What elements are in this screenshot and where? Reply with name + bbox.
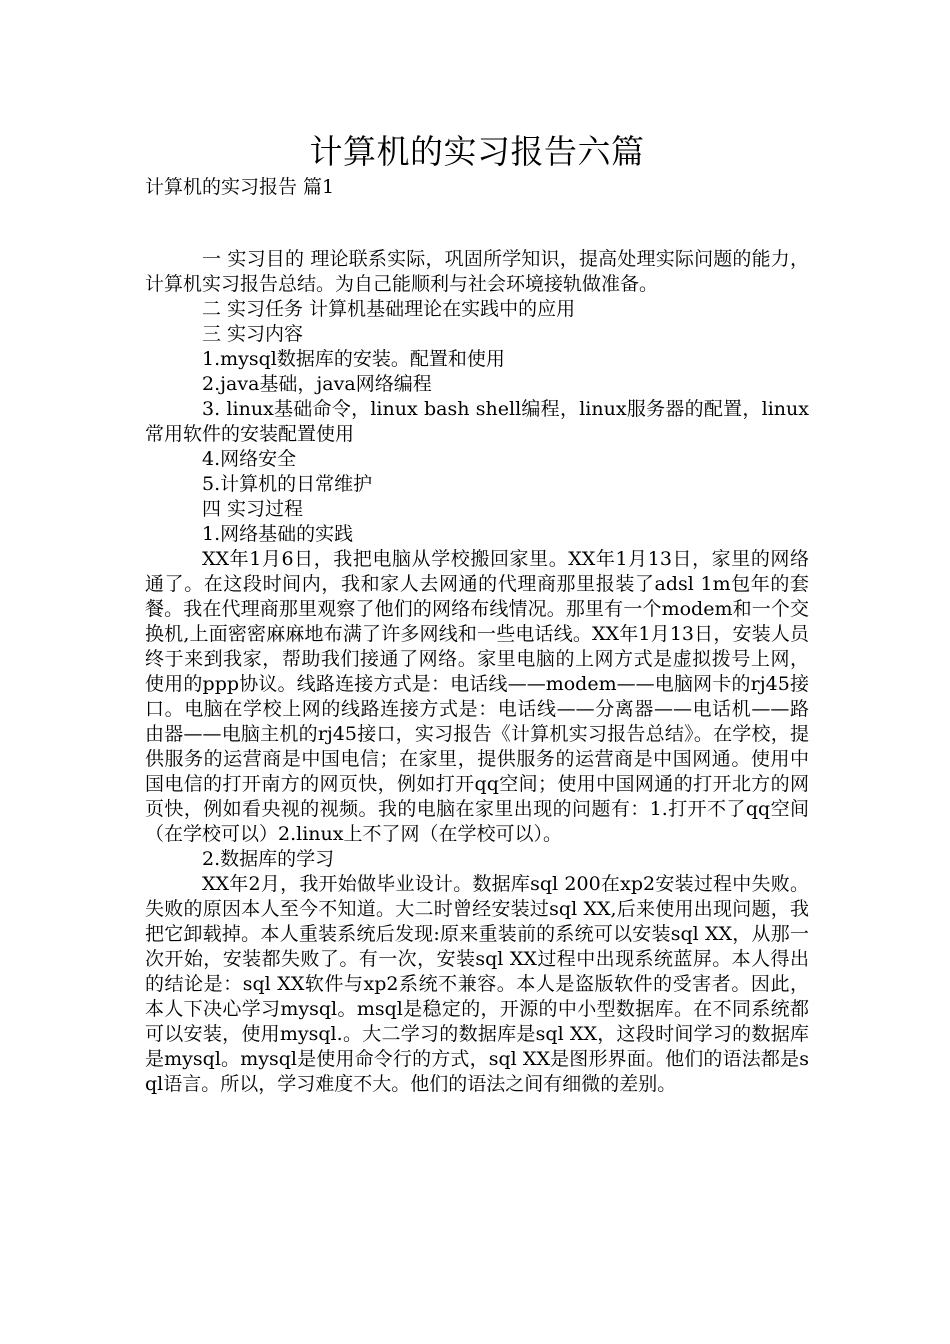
paragraph: XX年2月，我开始做毕业设计。数据库sql 200在xp2安装过程中失败。失败的原因本人至今不知道。大二时曾经安装过sql XX,后来使用出现问题，我把它卸载掉。本人重装系统后发现:原来重装前的系统可以安装sql XX，从那一次开始，安装都失败了。有一次，安装sql XX过程中出现系统蓝屏。本人得出的结论是：sql XX软件与xp2系统不兼容。本人是盗版软件的受害者。因此，本人下决心学习mysql。msql是稳定的，开源的中小型数据库。在不同系统都可以安装，使用mysql.。大二学习的数据库是sql XX，这段时间学习的数据库是mysql。mysql是使用命令行的方式，sql XX是图形界面。他们的语法都是sql语言。所以，学习难度不大。他们的语法之间有细微的差别。	[145, 873, 809, 1095]
paragraph: XX年1月6日，我把电脑从学校搬回家里。XX年1月13日，家里的网络通了。在这段时间内，我和家人去网通的代理商那里报装了adsl 1m包年的套餐。我在代理商那里观察了他们的网络布线情况。那里有一个modem和一个交换机,上面密密麻麻地布满了许多网线和一些电话线。XX年1月13日，安装人员终于来到我家，帮助我们接通了网络。家里电脑的上网方式是虚拟拨号上网，使用的ppp协议。线路连接方式是：电话线——modem——电脑网卡的rj45接口。电脑在学校上网的线路连接方式是：电话线——分离器——电话机——路由器——电脑主机的rj45接口，实习报告《计算机实习报告总结》。在学校，提供服务的运营商是中国电信；在家里，提供服务的运营商是中国网通。使用中国电信的打开南方的网页快，例如打开qq空间；使用中国网通的打开北方的网页快，例如看央视的视频。我的电脑在家里出现的问题有：1.打开不了qq空间（在学校可以）2.linux上不了网（在学校可以）。	[145, 548, 809, 845]
paragraph: 二 实习任务 计算机基础理论在实践中的应用	[202, 298, 576, 320]
paragraph: 1.mysql数据库的安装。配置和使用	[202, 348, 505, 370]
paragraph: 一 实习目的 理论联系实际，巩固所学知识，提高处理实际问题的能力，计算机实习报告总结。为自己能顺利与社会环境接轨做准备。	[145, 248, 809, 295]
paragraph: 四 实习过程	[202, 498, 304, 520]
paragraph: 2.数据库的学习	[202, 848, 335, 870]
document-subtitle: 计算机的实习报告 篇1	[145, 176, 335, 198]
paragraph: 5.计算机的日常维护	[202, 473, 373, 495]
document-body	[145, 247, 809, 1097]
paragraph: 三 实习内容	[202, 323, 304, 345]
paragraph: 4.网络安全	[202, 448, 297, 470]
paragraph: 1.网络基础的实践	[202, 523, 354, 545]
document-title: 计算机的实习报告六篇	[309, 132, 645, 171]
paragraph: 2.java基础，java网络编程	[202, 373, 432, 395]
paragraph: 3. linux基础命令，linux bash shell编程，linux服务器的配置，linux常用软件的安装配置使用	[145, 398, 809, 445]
document-page	[145, 0, 809, 1097]
